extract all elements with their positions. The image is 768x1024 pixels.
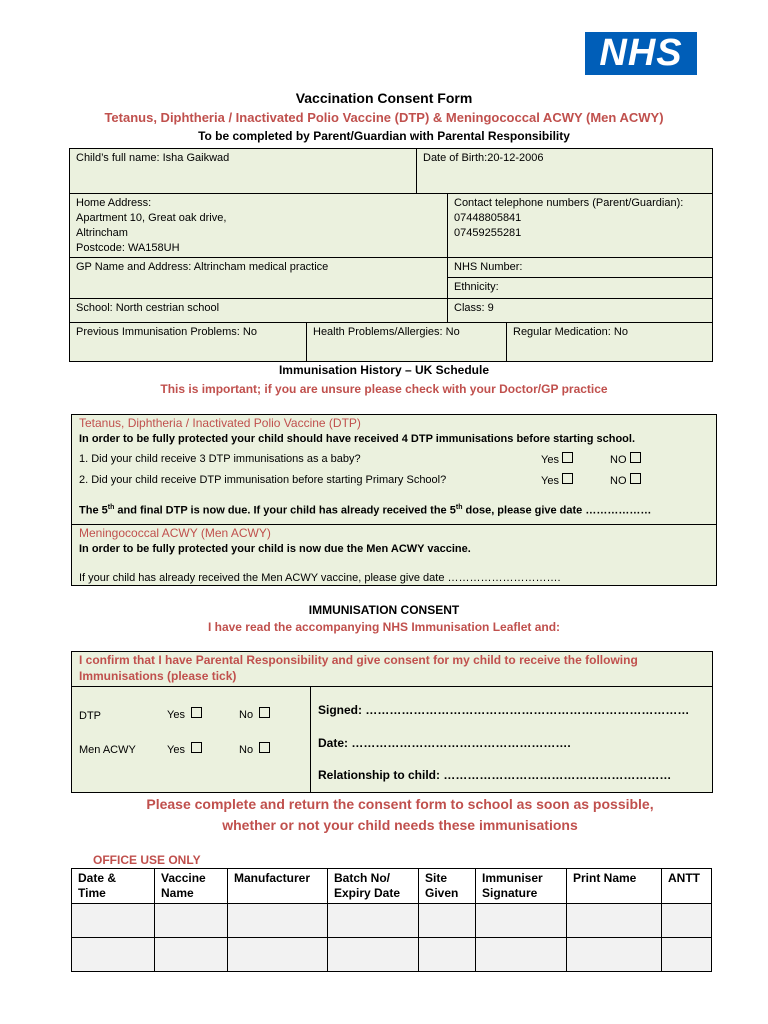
gp-cell [69, 257, 448, 299]
q2-yes[interactable] [541, 473, 573, 488]
q1-yes[interactable] [541, 452, 573, 467]
col-immuniser-l1: Immuniser [482, 871, 543, 885]
child-name-cell [69, 148, 417, 194]
signed-field[interactable]: Signed: ……………………………………………………………………… [318, 703, 690, 717]
q1-no-label: NO [610, 454, 627, 466]
child-name: Child’s full name: Isha Gaikwad [76, 152, 230, 164]
confirm-line-1: I confirm that I have Parental Responsibility and give consent for my child to receive the following [79, 653, 638, 667]
office-use-label: OFFICE USE ONLY [93, 853, 201, 867]
prev-problems-cell [69, 322, 307, 362]
class-cell [447, 298, 713, 323]
office-header-row [72, 869, 712, 904]
col-print-l1: Print Name [573, 871, 637, 885]
table-cell[interactable] [328, 904, 419, 938]
table-cell[interactable] [476, 938, 567, 972]
col-date-time [72, 869, 155, 904]
q2-yes-label: Yes [541, 475, 559, 487]
consent-men-yes-label: Yes [167, 744, 185, 756]
dtp-question-2: 2. Did your child receive DTP immunisation before starting Primary School? [79, 474, 447, 486]
q2-no-label: NO [610, 475, 627, 487]
col-date-time-l1: Date & [78, 871, 117, 885]
consent-men-yes[interactable] [167, 742, 202, 757]
col-immuniser [476, 869, 567, 904]
col-batch-l2: Expiry Date [334, 886, 401, 900]
col-antt [662, 869, 712, 904]
col-date-time-l2: Time [78, 886, 106, 900]
phone-2: 07459255281 [454, 227, 522, 239]
fifth-sup1: th [107, 504, 115, 511]
table-cell[interactable] [567, 938, 662, 972]
col-batch-l1: Batch No/ [334, 871, 391, 885]
fifth-sup2: th [455, 504, 463, 511]
regular-medication: Regular Medication: No [513, 326, 628, 338]
return-note-line-1: Please complete and return the consent form to school as soon as possible, [146, 796, 654, 812]
consent-men-no-label: No [239, 744, 254, 756]
men-acwy-intro: In order to be fully protected your child is now due the Men ACWY vaccine. [79, 543, 471, 555]
table-cell[interactable] [476, 904, 567, 938]
medication-cell [506, 322, 713, 362]
table-cell[interactable] [155, 938, 228, 972]
col-batch [328, 869, 419, 904]
col-manufacturer [228, 869, 328, 904]
table-cell[interactable] [72, 938, 155, 972]
school-cell [69, 298, 448, 323]
col-site-l1: Site [425, 871, 448, 885]
table-cell[interactable] [419, 904, 476, 938]
date-field[interactable]: Date: ………………………………………………. [318, 736, 571, 750]
previous-immunisation-problems: Previous Immunisation Problems: No [76, 326, 257, 338]
consent-dtp-no-checkbox[interactable] [259, 707, 270, 718]
fifth-b: and final DTP is now due. If your child has already received the 5 [114, 504, 456, 517]
form-instruction: To be completed by Parent/Guardian with Parental Responsibility [198, 129, 570, 143]
consent-men-no[interactable] [239, 742, 270, 757]
return-note-line-2: whether or not your child needs these immunisations [222, 817, 578, 833]
nhs-logo: NHS [585, 32, 697, 75]
school: School: North cestrian school [76, 302, 220, 314]
dtp-question-1: 1. Did your child receive 3 DTP immunisations as a baby? [79, 453, 361, 465]
form-title: Vaccination Consent Form [295, 90, 473, 106]
table-cell[interactable] [419, 938, 476, 972]
table-row [72, 904, 712, 938]
q1-yes-label: Yes [541, 454, 559, 466]
vaccine-tick-box [71, 686, 311, 793]
table-cell[interactable] [662, 904, 712, 938]
col-vaccine-name [155, 869, 228, 904]
consent-dtp-yes-label: Yes [167, 709, 185, 721]
col-site-l2: Given [425, 886, 459, 900]
table-cell[interactable] [228, 938, 328, 972]
men-acwy-date: If your child has already received the Men ACWY vaccine, please give date …………………………. [79, 572, 561, 584]
col-manufacturer-l1: Manufacturer [234, 871, 311, 885]
col-site-given [419, 869, 476, 904]
consent-dtp-no[interactable] [239, 707, 270, 722]
q1-no[interactable] [610, 452, 641, 467]
fifth-c: dose, please give date ……………… [462, 504, 652, 517]
history-heading: Immunisation History – UK Schedule [278, 363, 490, 377]
col-vaccine-l1: Vaccine [161, 871, 206, 885]
col-vaccine-l2: Name [161, 886, 194, 900]
leaflet-statement: I have read the accompanying NHS Immunisation Leaflet and: [207, 620, 561, 634]
nhs-number: NHS Number: [454, 261, 523, 273]
history-note: This is important; if you are unsure please check with your Doctor/GP practice [160, 382, 608, 396]
postcode: Postcode: WA158UH [76, 242, 180, 254]
office-use-table [71, 868, 712, 972]
health-problems: Health Problems/Allergies: No [313, 326, 460, 338]
form-subtitle: Tetanus, Diphtheria / Inactivated Polio Vaccine (DTP) & Meningococcal ACWY (Men ACWY) [104, 110, 664, 125]
q2-yes-checkbox[interactable] [562, 473, 573, 484]
home-address-line1: Apartment 10, Great oak drive, [76, 212, 227, 224]
phone-1: 07448805841 [454, 212, 522, 224]
col-print-name [567, 869, 662, 904]
consent-dtp-yes[interactable] [167, 707, 202, 722]
table-row [72, 938, 712, 972]
home-address-label: Home Address: [76, 197, 152, 209]
consent-men-no-checkbox[interactable] [259, 742, 270, 753]
consent-dtp-no-label: No [239, 709, 254, 721]
ethnicity: Ethnicity: [454, 281, 499, 293]
fifth-dose-note [79, 501, 651, 518]
contact-label: Contact telephone numbers (Parent/Guardian): [454, 197, 684, 209]
class: Class: 9 [454, 302, 494, 314]
col-immuniser-l2: Signature [482, 886, 538, 900]
health-problems-cell [306, 322, 507, 362]
q2-no[interactable] [610, 473, 641, 488]
confirm-line-2: Immunisations (please tick) [79, 669, 237, 683]
address-cell [69, 193, 448, 258]
dtp-intro: In order to be fully protected your child should have received 4 DTP immunisations before starting school. [79, 433, 636, 445]
nhs-number-cell [447, 257, 713, 278]
date-of-birth: Date of Birth:20-12-2006 [423, 152, 544, 164]
consent-heading: IMMUNISATION CONSENT [308, 603, 460, 617]
contact-cell [447, 193, 713, 258]
consent-dtp-yes-checkbox[interactable] [191, 707, 202, 718]
table-cell[interactable] [228, 904, 328, 938]
gp-name-address: GP Name and Address: Altrincham medical practice [76, 261, 329, 273]
men-acwy-title: Meningococcal ACWY (Men ACWY) [79, 526, 271, 540]
relationship-field[interactable]: Relationship to child: ………………………………………………… [318, 768, 672, 782]
col-antt-l1: ANTT [668, 871, 700, 885]
q2-no-checkbox[interactable] [630, 473, 641, 484]
home-address-line2: Altrincham [76, 227, 128, 239]
dtp-label: DTP [79, 710, 101, 722]
table-cell[interactable] [72, 904, 155, 938]
table-cell[interactable] [155, 904, 228, 938]
ethnicity-cell [447, 277, 713, 299]
consent-men-yes-checkbox[interactable] [191, 742, 202, 753]
table-cell[interactable] [567, 904, 662, 938]
fifth-a: The 5 [79, 504, 108, 517]
men-acwy-label: Men ACWY [79, 744, 136, 756]
table-cell[interactable] [328, 938, 419, 972]
dob-cell [416, 148, 713, 194]
table-cell[interactable] [662, 938, 712, 972]
q1-yes-checkbox[interactable] [562, 452, 573, 463]
q1-no-checkbox[interactable] [630, 452, 641, 463]
dtp-title: Tetanus, Diphtheria / Inactivated Polio Vaccine (DTP) [79, 416, 361, 430]
